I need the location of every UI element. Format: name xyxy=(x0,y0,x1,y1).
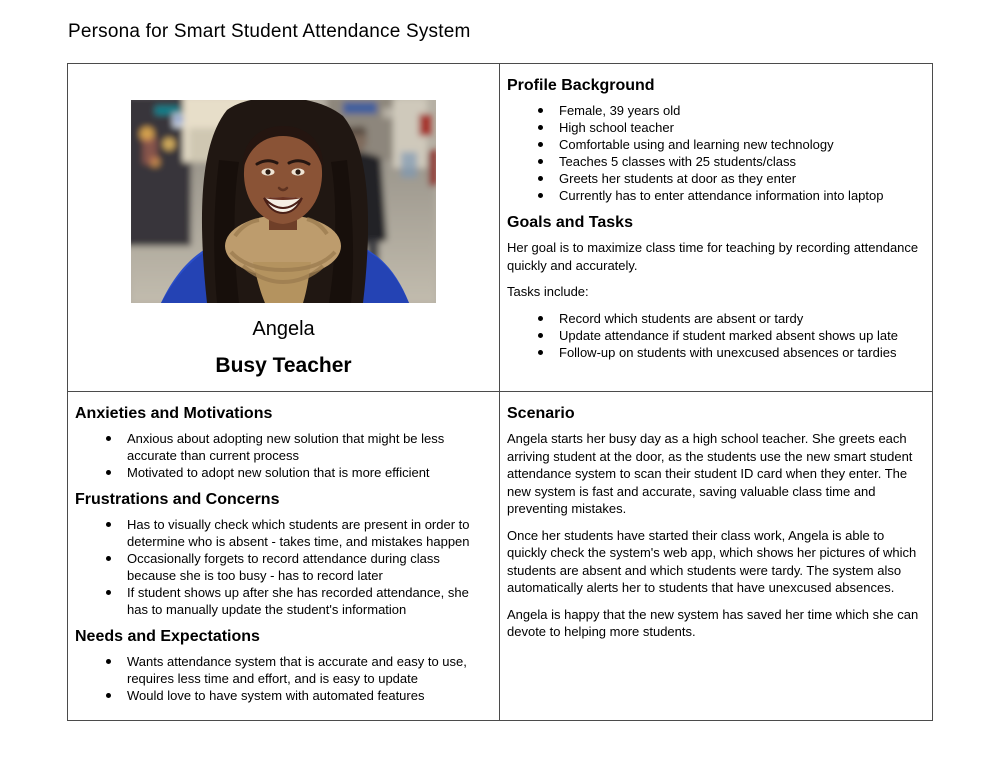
frustrations-heading: Frustrations and Concerns xyxy=(75,491,280,508)
frustrations-list xyxy=(75,516,489,618)
list-item: Motivated to adopt new solution that is more efficient xyxy=(75,464,489,481)
page-title: Persona for Smart Student Attendance System xyxy=(68,21,471,42)
list-item: Follow-up on students with unexcused absences or tardies xyxy=(507,344,922,361)
anxieties-list xyxy=(75,430,489,481)
needs-list xyxy=(75,653,489,704)
needs-heading: Needs and Expectations xyxy=(75,628,260,645)
list-item: Would love to have system with automated features xyxy=(75,687,489,704)
list-item: Has to visually check which students are present in order to determine who is absent - takes time, and mistakes happen xyxy=(75,516,489,550)
list-item: Update attendance if student marked absent shows up late xyxy=(507,327,922,344)
attitudes-cell xyxy=(68,392,500,720)
list-item: Comfortable using and learning new technology xyxy=(507,136,922,153)
persona-photo-illustration xyxy=(131,100,436,303)
anxieties-heading: Anxieties and Motivations xyxy=(75,405,273,422)
tasks-label: Tasks include: xyxy=(507,284,589,299)
list-item: Anxious about adopting new solution that might be less accurate than current process xyxy=(75,430,489,464)
persona-table xyxy=(67,63,933,721)
goals-tasks-heading: Goals and Tasks xyxy=(507,214,633,231)
list-item: Female, 39 years old xyxy=(507,102,922,119)
tasks-list xyxy=(507,310,922,361)
persona-name: Angela xyxy=(252,318,315,340)
list-item: Greets her students at door as they enter xyxy=(507,170,922,187)
scenario-cell xyxy=(500,392,932,720)
profile-background-list xyxy=(507,102,922,204)
list-item: If student shows up after she has recorded attendance, she has to manually update the student's information xyxy=(75,584,489,618)
list-item: Wants attendance system that is accurate and easy to use, requires less time and effort, and is easy to update xyxy=(75,653,489,687)
scenario-paragraph: Angela is happy that the new system has saved her time which she can devote to helping more students. xyxy=(507,606,919,639)
goals-intro: Her goal is to maximize class time for teaching by recording attendance quickly and accurately. xyxy=(507,240,919,273)
list-item: Record which students are absent or tardy xyxy=(507,310,922,327)
persona-photo xyxy=(131,100,436,303)
profile-background-heading: Profile Background xyxy=(507,77,655,94)
scenario-heading: Scenario xyxy=(507,405,575,422)
list-item: Currently has to enter attendance information into laptop xyxy=(507,187,922,204)
profile-goals-cell xyxy=(500,64,932,392)
list-item: Teaches 5 classes with 25 students/class xyxy=(507,153,922,170)
list-item: High school teacher xyxy=(507,119,922,136)
scenario-paragraph: Once her students have started their class work, Angela is able to quickly check the system's web app, which shows her pictures of which students are absent and which students were tardy. The system also automatically alerts her to students that have unexcused absences. xyxy=(507,527,917,595)
identity-cell xyxy=(68,64,500,392)
scenario-paragraph: Angela starts her busy day as a high school teacher. She greets each arriving student at the door, as the students use the new smart student attendance system to scan their student ID card when they enter. The new system is fast and accurate, saving valuable class time and preventing mistakes. xyxy=(507,431,913,516)
persona-role: Busy Teacher xyxy=(215,354,352,377)
list-item: Occasionally forgets to record attendance during class because she is too busy - has to record later xyxy=(75,550,489,584)
